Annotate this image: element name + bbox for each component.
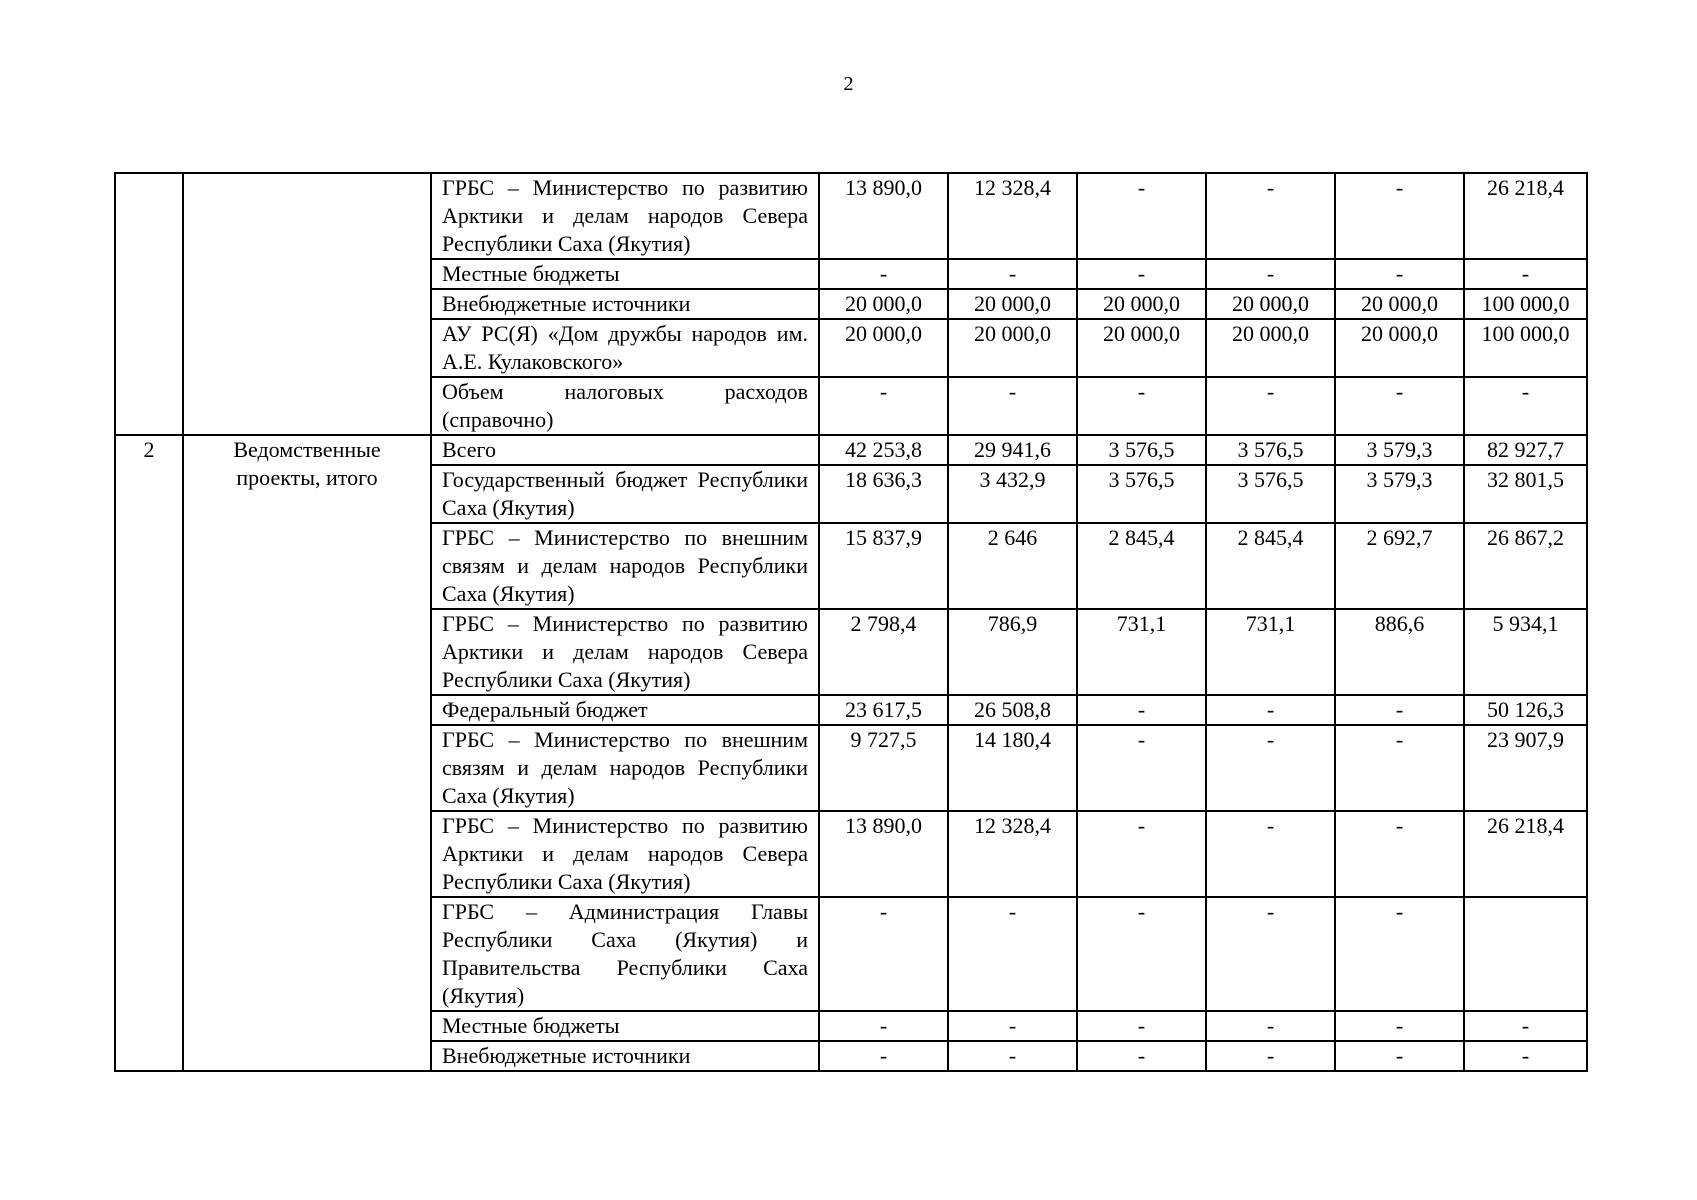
- value-cell: 12 328,4: [948, 811, 1077, 897]
- row-name-cell: Ведомственные проекты, итого: [183, 435, 431, 1071]
- value-cell: 20 000,0: [819, 319, 948, 377]
- value-cell: 9 727,5: [819, 725, 948, 811]
- value-cell: 2 845,4: [1077, 523, 1206, 609]
- source-cell: Всего: [431, 435, 819, 465]
- value-cell: -: [1077, 811, 1206, 897]
- value-cell: -: [1335, 811, 1464, 897]
- source-cell: Местные бюджеты: [431, 259, 819, 289]
- value-cell: 20 000,0: [948, 289, 1077, 319]
- value-cell: -: [1335, 173, 1464, 259]
- value-cell: -: [1206, 725, 1335, 811]
- value-cell: 20 000,0: [1335, 289, 1464, 319]
- value-cell: -: [1464, 259, 1587, 289]
- value-cell: -: [1077, 377, 1206, 435]
- value-cell: 3 576,5: [1206, 465, 1335, 523]
- value-cell: -: [948, 259, 1077, 289]
- value-cell: [1464, 897, 1587, 1011]
- value-cell: 731,1: [1206, 609, 1335, 695]
- source-cell: Государственный бюджет Республики Саха (Якутия): [431, 465, 819, 523]
- value-cell: -: [1335, 1041, 1464, 1071]
- value-cell: 29 941,6: [948, 435, 1077, 465]
- value-cell: 32 801,5: [1464, 465, 1587, 523]
- value-cell: 3 576,5: [1077, 435, 1206, 465]
- value-cell: -: [1464, 1011, 1587, 1041]
- page-number: 2: [843, 73, 854, 95]
- value-cell: 26 218,4: [1464, 173, 1587, 259]
- value-cell: 886,6: [1335, 609, 1464, 695]
- value-cell: 20 000,0: [948, 319, 1077, 377]
- value-cell: 20 000,0: [1335, 319, 1464, 377]
- value-cell: 82 927,7: [1464, 435, 1587, 465]
- value-cell: -: [1077, 897, 1206, 1011]
- value-cell: 3 576,5: [1206, 435, 1335, 465]
- value-cell: -: [819, 259, 948, 289]
- value-cell: -: [948, 897, 1077, 1011]
- table-row: [115, 435, 1587, 465]
- value-cell: -: [1335, 897, 1464, 1011]
- source-cell: Объем налоговых расходов (справочно): [431, 377, 819, 435]
- source-cell: Федеральный бюджет: [431, 695, 819, 725]
- value-cell: 26 218,4: [1464, 811, 1587, 897]
- value-cell: 3 579,3: [1335, 465, 1464, 523]
- value-cell: -: [1206, 173, 1335, 259]
- value-cell: -: [1206, 259, 1335, 289]
- value-cell: 3 576,5: [1077, 465, 1206, 523]
- value-cell: 20 000,0: [819, 289, 948, 319]
- source-cell: ГРБС – Министерство по развитию Арктики и делам народов Севера Республики Саха (Якутия): [431, 811, 819, 897]
- source-cell: ГРБС – Министерство по развитию Арктики и делам народов Севера Республики Саха (Якутия): [431, 609, 819, 695]
- value-cell: -: [1335, 695, 1464, 725]
- value-cell: -: [1335, 725, 1464, 811]
- value-cell: -: [1077, 725, 1206, 811]
- value-cell: 731,1: [1077, 609, 1206, 695]
- value-cell: 2 692,7: [1335, 523, 1464, 609]
- value-cell: -: [1077, 695, 1206, 725]
- value-cell: -: [1077, 1041, 1206, 1071]
- value-cell: -: [1077, 173, 1206, 259]
- value-cell: 26 508,8: [948, 695, 1077, 725]
- source-cell: ГРБС – Министерство по развитию Арктики и делам народов Севера Республики Саха (Якутия): [431, 173, 819, 259]
- value-cell: -: [1206, 695, 1335, 725]
- table-row: [115, 173, 1587, 259]
- value-cell: -: [1206, 377, 1335, 435]
- value-cell: 18 636,3: [819, 465, 948, 523]
- value-cell: -: [1335, 259, 1464, 289]
- value-cell: 13 890,0: [819, 811, 948, 897]
- value-cell: 5 934,1: [1464, 609, 1587, 695]
- value-cell: 2 798,4: [819, 609, 948, 695]
- value-cell: -: [1077, 259, 1206, 289]
- source-cell: ГРБС – Министерство по внешним связям и делам народов Республики Саха (Якутия): [431, 523, 819, 609]
- value-cell: 14 180,4: [948, 725, 1077, 811]
- value-cell: 100 000,0: [1464, 289, 1587, 319]
- value-cell: -: [1206, 1041, 1335, 1071]
- value-cell: 100 000,0: [1464, 319, 1587, 377]
- row-number-cell: [115, 173, 183, 435]
- value-cell: 20 000,0: [1206, 319, 1335, 377]
- row-name-cell: [183, 173, 431, 435]
- budget-table: [114, 172, 1588, 1072]
- value-cell: -: [1077, 1011, 1206, 1041]
- value-cell: 23 617,5: [819, 695, 948, 725]
- source-cell: АУ РС(Я) «Дом дружбы народов им. А.Е. Кулаковского»: [431, 319, 819, 377]
- value-cell: 42 253,8: [819, 435, 948, 465]
- value-cell: -: [948, 1011, 1077, 1041]
- value-cell: -: [1206, 1011, 1335, 1041]
- value-cell: 23 907,9: [1464, 725, 1587, 811]
- value-cell: -: [1464, 377, 1587, 435]
- value-cell: -: [1335, 1011, 1464, 1041]
- source-cell: ГРБС – Министерство по внешним связям и делам народов Республики Саха (Якутия): [431, 725, 819, 811]
- value-cell: 15 837,9: [819, 523, 948, 609]
- source-cell: Внебюджетные источники: [431, 289, 819, 319]
- source-cell: Внебюджетные источники: [431, 1041, 819, 1071]
- value-cell: 2 845,4: [1206, 523, 1335, 609]
- value-cell: -: [1335, 377, 1464, 435]
- value-cell: -: [1464, 1041, 1587, 1071]
- value-cell: 20 000,0: [1206, 289, 1335, 319]
- value-cell: 26 867,2: [1464, 523, 1587, 609]
- value-cell: -: [948, 377, 1077, 435]
- value-cell: 12 328,4: [948, 173, 1077, 259]
- value-cell: -: [819, 1041, 948, 1071]
- source-cell: ГРБС – Администрация Главы Республики Саха (Якутия) и Правительства Республики Саха (Якутия): [431, 897, 819, 1011]
- value-cell: 2 646: [948, 523, 1077, 609]
- value-cell: -: [948, 1041, 1077, 1071]
- value-cell: -: [819, 1011, 948, 1041]
- value-cell: -: [1206, 897, 1335, 1011]
- value-cell: 50 126,3: [1464, 695, 1587, 725]
- value-cell: -: [819, 897, 948, 1011]
- value-cell: 20 000,0: [1077, 289, 1206, 319]
- value-cell: 3 432,9: [948, 465, 1077, 523]
- value-cell: 786,9: [948, 609, 1077, 695]
- value-cell: -: [1206, 811, 1335, 897]
- value-cell: -: [819, 377, 948, 435]
- value-cell: 13 890,0: [819, 173, 948, 259]
- value-cell: 20 000,0: [1077, 319, 1206, 377]
- row-number-cell: 2: [115, 435, 183, 1071]
- value-cell: 3 579,3: [1335, 435, 1464, 465]
- source-cell: Местные бюджеты: [431, 1011, 819, 1041]
